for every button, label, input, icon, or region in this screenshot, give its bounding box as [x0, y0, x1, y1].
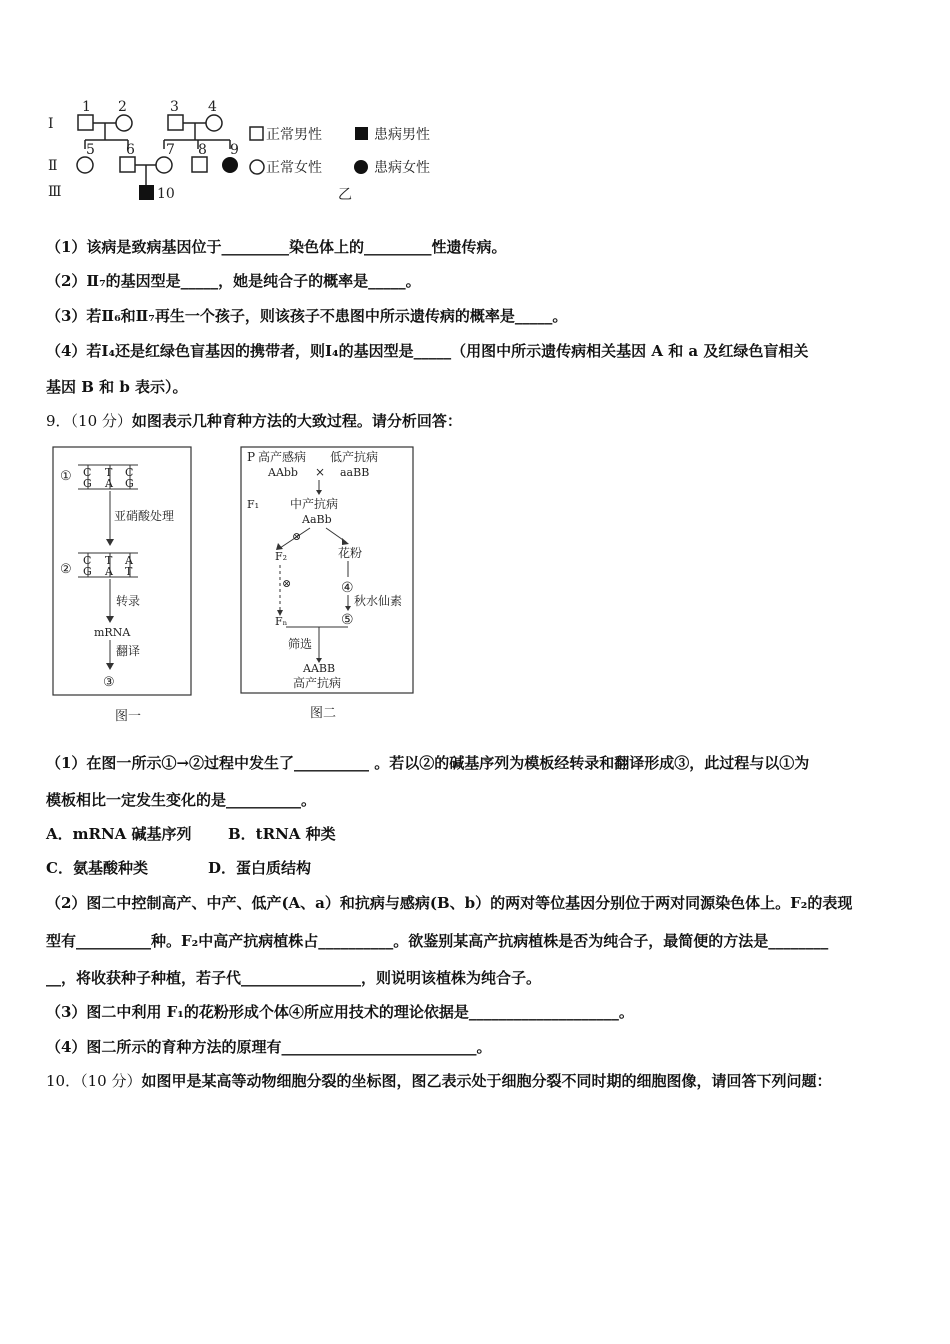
fig2-f1-trait: 中产抗病 — [290, 497, 339, 511]
individual-10-affected-male — [139, 185, 154, 200]
individual-number: 8 — [198, 142, 207, 158]
legend-normal-female-icon — [250, 160, 264, 174]
individual-5-normal-female — [77, 157, 93, 173]
fig2-fn-label: Fₙ — [275, 615, 288, 628]
individual-3-normal-male — [168, 115, 183, 130]
q9-part3: （3）图二中利用 F₁的花粉形成个体④所应用技术的理论依据是____________________。 — [46, 1003, 634, 1021]
legend-affected-male-icon — [355, 127, 368, 140]
fig2-result-trait: 高产抗病 — [293, 676, 342, 690]
base: G — [125, 477, 134, 490]
fig2-step-5: ⑤ — [341, 612, 354, 628]
base: T — [105, 466, 113, 479]
figure-1-mutation — [50, 445, 195, 730]
fig2-parent1-trait: 高产感病 — [258, 450, 307, 464]
individual-9-affected-female — [222, 157, 238, 173]
q9-stem: 如图表示几种育种方法的大致过程。请分析回答： — [131, 412, 462, 430]
fig2-colchicine: 秋水仙素 — [354, 594, 403, 608]
figure-2-breeding — [238, 445, 418, 730]
legend-normal-male-label: 正常男性 — [266, 127, 322, 143]
fig2-f1-label: F₁ — [247, 498, 260, 511]
legend-affected-male-label: 患病男性 — [374, 127, 430, 143]
pedigree-figure — [40, 95, 460, 207]
q8-part2: （2）Ⅱ₇的基因型是_____，她是纯合子的概率是_____。 — [46, 272, 421, 290]
individual-6-normal-male — [120, 157, 135, 172]
q10-heading — [46, 1070, 831, 1091]
q9-heading — [46, 410, 462, 431]
individual-number: 6 — [126, 142, 135, 158]
q9-part4: （4）图二所示的育种方法的原理有__________________________。 — [46, 1038, 492, 1056]
individual-number: 3 — [170, 99, 179, 115]
legend-affected-female-icon — [354, 160, 368, 174]
base: C — [125, 466, 134, 479]
fig2-pollen: 花粉 — [338, 546, 363, 560]
generation-label: Ⅰ — [48, 116, 54, 132]
fig1-label-1: ① — [60, 469, 72, 484]
fig2-f2-label: F₂ — [275, 550, 288, 563]
individual-number: 4 — [208, 99, 217, 115]
individual-number: 9 — [230, 142, 239, 158]
individual-7-normal-female — [156, 157, 172, 173]
fig2-selection: 筛选 — [288, 637, 313, 651]
q8-part1: （1）该病是致病基因位于_________染色体上的_________性遗传病。 — [46, 238, 507, 256]
generation-label: Ⅱ — [48, 158, 58, 174]
individual-number: 7 — [166, 142, 175, 158]
legend-normal-female-label: 正常女性 — [266, 160, 322, 176]
legend-normal-male-icon — [250, 127, 263, 140]
base: C — [83, 554, 92, 567]
individual-8-normal-male — [192, 157, 207, 172]
individual-1-normal-male — [78, 115, 93, 130]
q8-part3: （3）若Ⅱ₆和Ⅱ₇再生一个孩子，则该孩子不患图中所示遗传病的概率是_____。 — [46, 307, 568, 325]
fig2-p-label: P — [247, 450, 256, 464]
fig1-step-nitrous-acid: 亚硝酸处理 — [114, 509, 175, 523]
individual-4-normal-female — [206, 115, 222, 131]
base: G — [83, 565, 92, 578]
individual-2-normal-female — [116, 115, 132, 131]
generation-label: Ⅲ — [48, 184, 62, 200]
q10-score: （10 分） — [80, 1072, 142, 1090]
base: T — [125, 565, 133, 578]
q9-option-b: B．tRNA 种类 — [228, 825, 336, 843]
individual-number: 2 — [118, 99, 127, 115]
fig2-caption: 图二 — [310, 706, 337, 721]
fig1-step-transcription: 转录 — [116, 594, 141, 608]
fig2-self-symbol-1: ⊗ — [292, 530, 302, 543]
fig2-step-4: ④ — [341, 580, 354, 596]
pedigree-caption: 乙 — [338, 187, 352, 203]
fig2-cross-symbol: × — [315, 465, 326, 479]
q9-option-a: A．mRNA 碱基序列 — [46, 825, 192, 843]
fig2-parent2-trait: 低产抗病 — [330, 450, 379, 464]
fig1-caption: 图一 — [115, 709, 142, 724]
q10-stem: 如图甲是某高等动物细胞分裂的坐标图，图乙表示处于细胞分裂不同时期的细胞图像，请回答下列问题： — [141, 1072, 832, 1090]
base: A — [125, 554, 133, 567]
fig1-label-3: ③ — [103, 675, 115, 690]
q9-number: 9． — [46, 412, 71, 430]
fig2-self-symbol-2: ⊗ — [282, 577, 292, 590]
q9-part1-line2: 模板相比一定发生变化的是__________。 — [46, 791, 317, 809]
base: A — [105, 477, 113, 490]
individual-number: 10 — [157, 186, 175, 202]
individual-number: 1 — [82, 99, 91, 115]
fig2-f1-genotype: AaBb — [302, 513, 332, 526]
q9-option-d: D．蛋白质结构 — [208, 859, 312, 877]
base: C — [83, 466, 92, 479]
q9-option-c: C．氨基酸种类 — [46, 859, 148, 877]
fig1-mrna: mRNA — [94, 626, 131, 639]
fig1-step-translation: 翻译 — [116, 644, 141, 658]
q8-part4-line1: （4）若I₄还是红绿色盲基因的携带者，则I₄的基因型是_____（用图中所示遗传病相关基因 A 和 a 及红绿色盲相关 — [46, 342, 809, 360]
base: G — [83, 477, 92, 490]
q9-part2-line2: 型有__________种。F₂中高产抗病植株占__________。欲鉴别某高产抗病植株是否为纯合子，最简便的方法是________ — [46, 932, 829, 950]
fig2-result-genotype: AABB — [303, 662, 336, 675]
fig2-parent1-genotype: AAbb — [268, 466, 298, 479]
q9-part2-line3: __，将收获种子种植，若子代________________，则说明该植株为纯合子。 — [46, 969, 542, 987]
q9-part1-line1: （1）在图一所示①→②过程中发生了__________ 。若以②的碱基序列为模板经转录和翻译形成③，此过程与以①为 — [46, 754, 810, 772]
fig1-label-2: ② — [60, 562, 72, 577]
legend-affected-female-label: 患病女性 — [374, 160, 430, 176]
q9-score: （10 分） — [70, 412, 132, 430]
base: T — [105, 554, 113, 567]
fig2-parent2-genotype: aaBB — [340, 466, 370, 479]
base: A — [105, 565, 113, 578]
individual-number: 5 — [86, 142, 95, 158]
q10-number: 10． — [46, 1072, 81, 1090]
q9-part2-line1: （2）图二中控制高产、中产、低产(A、a）和抗病与感病(B、b）的两对等位基因分别位于两对同源染色体上。F₂的表现 — [46, 894, 853, 912]
q8-part4-line2: 基因 B 和 b 表示）。 — [46, 378, 188, 396]
